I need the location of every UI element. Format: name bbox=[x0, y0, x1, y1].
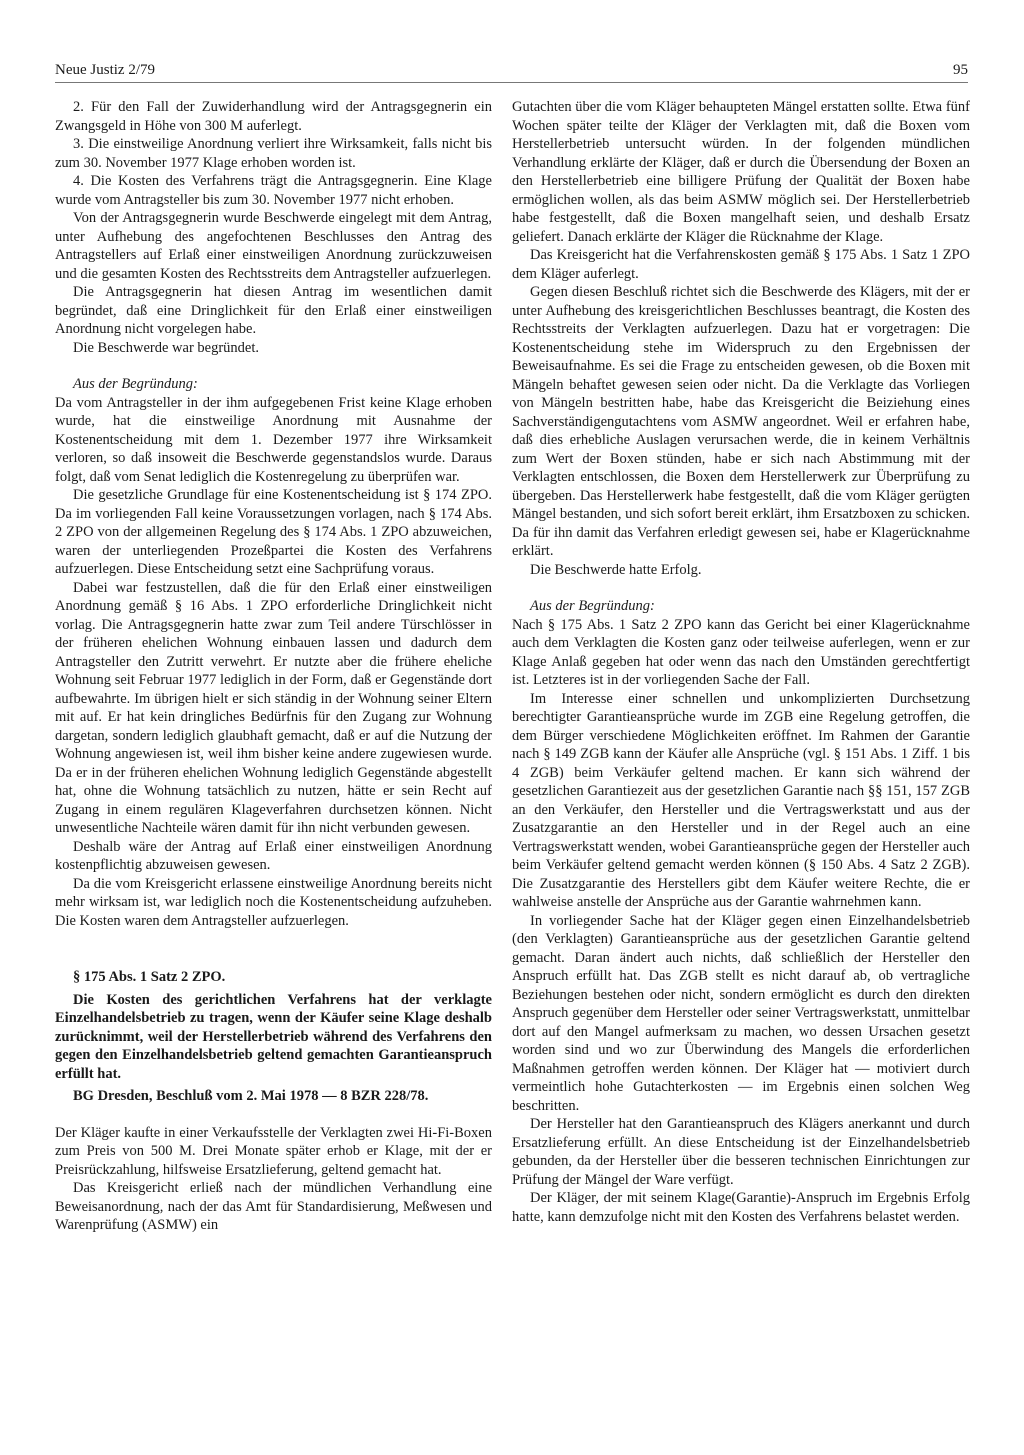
paragraph: 2. Für den Fall der Zuwiderhandlung wird der Antragsgegnerin ein Zwangsgeld in Höhe von 300 M auferlegt. bbox=[55, 99, 492, 134]
paragraph: Das Kreisgericht hat die Verfahrenskosten gemäß § 175 Abs. 1 Satz 1 ZPO dem Kläger auferlegt. bbox=[512, 247, 970, 282]
paragraph: Dabei war festzustellen, daß die für den Erlaß einer einstweiligen Anordnung gemäß § 16 Abs. 1 ZPO erforderliche Dringlichkeit nicht vorlag. Die Antragsgegnerin hatte zwar zum Teil andere Türschlösser in der früheren ehelichen Wohnung einbauen lassen und dadurch dem Antragsteller den Zutritt verwehrt. Er nutzte aber die frühere eheliche Wohnung seit Februar 1977 lediglich in der Form, daß er Gegenstände dort aufbewahrte. Im übrigen hielt er sich ständig in der Wohnung seiner Eltern mit auf. Er hat kein dringliches Bedürfnis für den Zugang zur Wohnung dargetan, sondern lediglich glaubhaft gemacht, daß er auf die Nutzung der Wohnung angewiesen ist, weil ihm bisher keine andere zugewiesen wurde. Da er in der früheren ehelichen Wohnung lediglich Gegenstände abgestellt hat, ohne die Wohnung tatsächlich zu nutzen, hätte er sein Recht auf Zugang in einem regulären Klageverfahren durchsetzen können. Nicht unwesentliche Nachteile wären damit für ihn nicht verbunden gewesen. bbox=[55, 579, 492, 836]
paragraph: Der Kläger kaufte in einer Verkaufsstelle der Verklagten zwei Hi-Fi-Boxen zum Preis von 500 M. Drei Monate später erhob er Klage, mit der er Preisrückzahlung, hilfsweise Ersatzlieferung, geltend gemacht hat. bbox=[55, 1124, 492, 1178]
reasoning-heading: Aus der Begründung: bbox=[73, 376, 198, 392]
paragraph: Deshalb wäre der Antrag auf Erlaß einer einstweiligen Anordnung kostenpflichtig abzuweisen gewesen. bbox=[55, 838, 492, 873]
paragraph: 3. Die einstweilige Anordnung verliert ihre Wirksamkeit, falls nicht bis zum 30. November 1977 Klage erhoben worden ist. bbox=[55, 136, 492, 171]
left-column bbox=[55, 98, 492, 1235]
paragraph: 4. Die Kosten des Verfahrens trägt die Antragsgegnerin. Eine Klage wurde vom Antragsteller bis zum 30. November 1977 nicht erhoben. bbox=[55, 173, 492, 208]
running-header bbox=[55, 62, 968, 83]
paragraph: Da vom Antragsteller in der ihm aufgegebenen Frist keine Klage erhoben wurde, hat die einstweilige Anordnung mit Ausnahme der Kostenentscheidung mit dem 1. Dezember 1977 ihre Wirksamkeit verloren, so daß insoweit die Beschwerde gegenstandslos wurde. Daraus folgt, daß vom Senat lediglich die Kostenregelung zu überprüfen war. bbox=[55, 394, 492, 485]
paragraph: Von der Antragsgegnerin wurde Beschwerde eingelegt mit dem Antrag, unter Aufhebung des angefochtenen Beschlusses den Antrag des Antragstellers auf Erlaß einer einstweiligen Anordnung zurückzuweisen und die gesamten Kosten des Rechtsstreits dem Antragsteller aufzuerlegen. bbox=[55, 210, 492, 282]
paragraph: Gutachten über die vom Kläger behaupteten Mängel erstatten sollte. Etwa fünf Wochen später teilte der Kläger der Verklagten mit, daß die Boxen vom Herstellerbetrieb untersucht würden. In der folgenden mündlichen Verhandlung erklärte der Kläger, daß er durch die Übersendung der Boxen an den Herstellerbetrieb eine billigere Prüfung der Qualität der Boxen habe ermöglichen wollen, als das beim ASMW möglich sei. Der Herstellerbetrieb habe festgestellt, daß die Boxen mangelhaft seien, und deshalb Ersatz geliefert. Danach erklärte der Kläger die Rücknahme der Klage. bbox=[512, 99, 970, 245]
paragraph: Im Interesse einer schnellen und unkomplizierten Durchsetzung berechtigter Garantieansprüche wurde im ZGB eine Regelung getroffen, die dem Bürger verschiedene Möglichkeiten eröffnet. Im Rahmen der Garantie nach § 149 ZGB kann der Käufer alle Ansprüche (vgl. § 151 Abs. 1 Ziff. 1 bis 4 ZGB) beim Verkäufer geltend machen. Er kann sich während der gesetzlichen Garantiezeit aus der gesetzlichen Garantie nach §§ 151, 157 ZGB an den Verkäufer, den Hersteller und die Vertragswerkstatt und aus der Zusatzgarantie an den Hersteller und in der Regel auch an eine Vertragswerkstatt wenden, wobei Garantieansprüche gegen der Hersteller auch beim Verkäufer geltend gemacht werden können (§ 150 Abs. 4 Satz 2 ZGB). Die Zusatzgarantie des Herstellers gibt dem Käufer weitere Rechte, die er wahlweise anstelle der Ansprüche aus der Garantie wahrnehmen kann. bbox=[512, 690, 970, 910]
paragraph: Die Antragsgegnerin hat diesen Antrag im wesentlichen damit begründet, daß eine Dringlichkeit für den Erlaß einer einstweiligen Anordnung nicht vorgelegen habe. bbox=[55, 284, 492, 337]
paragraph: Die Beschwerde war begründet. bbox=[73, 339, 260, 356]
journal-title: Neue Justiz 2/79 bbox=[55, 62, 155, 78]
paragraph: In vorliegender Sache hat der Kläger gegen einen Einzelhandelsbetrieb (den Verklagten) Garantieansprüche aus der gesetzlichen Garantie geltend gemacht. Daran ändert auch nichts, daß schließlich der Hersteller den Anspruch erfüllt hat. Das ZGB stellt es nicht darauf ab, ob vertragliche Beziehungen bestehen oder nicht, sondern ermöglicht es durch den direkten Anspruch gegenüber dem Hersteller oder seiner Vertragswerkstatt, unmittelbar dort auf den Mangel aufmerksam zu machen, wo dessen Ursachen gesetzt worden sind und wo zur Überwindung des Mangels die erforderlichen Maßnahmen getroffen werden können. Der Kläger hat — motiviert durch vermeintlich hohe Gutachterkosten — im Ergebnis einen solchen Weg beschritten. bbox=[512, 912, 970, 1114]
paragraph: Gegen diesen Beschluß richtet sich die Beschwerde des Klägers, mit der er unter Aufhebung des kreisgerichtlichen Beschlusses beantragt, die Kosten des Rechtsstreits der Verklagten aufzuerlegen. Dazu hat er vorgetragen: Die Kostenentscheidung stehe im Widerspruch zu den Ergebnissen der Beweisaufnahme. Es sei die Frage zu entscheiden gewesen, ob die Boxen mit Mängeln behaftet gewesen seien oder nicht. Da die Verklagte das Vorliegen von Mängeln bestritten habe, habe das Kreisgericht die Beiziehung eines Sachverständigengutachtens vom ASMW angeordnet. Weil er erfahren habe, daß dies erhebliche Auslagen verursachen werde, die in keinem Verhältnis zum Wert der Boxen stünden, habe er sich nach Abstimmung mit der Verklagten entschlossen, die Boxen dem Herstellerwerk zur Überprüfung zu übergeben. Das Herstellerwerk habe festgestellt, daß die vom Kläger gerügten Mängel bestanden, und sich sofort bereit erklärt, ihm Ersatzboxen zu schicken. Da für ihn damit das Verfahren erledigt gewesen sei, habe er Klagerücknahme erklärt. bbox=[512, 284, 970, 559]
right-column bbox=[512, 98, 970, 1226]
law-reference: § 175 Abs. 1 Satz 2 ZPO. bbox=[73, 969, 226, 985]
paragraph: Da die vom Kreisgericht erlassene einstweilige Anordnung bereits nicht mehr wirksam ist, war lediglich noch die Kostenentscheidung aufzuheben. Die Kosten waren dem Antragsteller aufzuerlegen. bbox=[55, 875, 492, 929]
court-citation: BG Dresden, Beschluß vom 2. Mai 1978 — 8 BZR 228/78. bbox=[73, 1088, 429, 1104]
paragraph: Die Beschwerde hatte Erfolg. bbox=[530, 561, 702, 578]
paragraph: Die gesetzliche Grundlage für eine Kostenentscheidung ist § 174 ZPO. Da im vorliegenden Fall keine Voraussetzungen vorlagen, nach § 174 Abs. 2 ZPO von der allgemeinen Regelung des § 174 Abs. 1 ZPO abzuweichen, waren der unterliegenden Prozeßpartei die Kosten des Verfahrens aufzuerlegen. Diese Entscheidung setzt eine Sachprüfung voraus. bbox=[55, 487, 492, 577]
paragraph: Das Kreisgericht erließ nach der mündlichen Verhandlung eine Beweisanordnung, nach der das Amt für Standardisierung, Meßwesen und Warenprüfung (ASMW) ein bbox=[55, 1180, 492, 1233]
paragraph: Der Hersteller hat den Garantieanspruch des Klägers anerkannt und durch Ersatzlieferung erfüllt. An diese Entscheidung ist der Einzelhandelsbetrieb gebunden, da der Hersteller über die besseren technischen Einrichtungen zur Prüfung der Mängel der Ware verfügt. bbox=[512, 1116, 970, 1188]
headnote: Die Kosten des gerichtlichen Verfahrens hat der verklagte Einzelhandelsbetrieb zu tragen, wenn der Käufer seine Klage deshalb zurücknimmt, weil der Herstellerbetrieb während des Verfahrens den gegen den Einzelhandelsbetrieb geltend gemachten Garantieanspruch erfüllt hat. bbox=[55, 991, 492, 1082]
paragraph: Nach § 175 Abs. 1 Satz 2 ZPO kann das Gericht bei einer Klagerücknahme auch dem Verklagten die Kosten ganz oder teilweise auferlegen, wenn er zur Klage Anlaß gegeben hat oder wenn das nach den Umständen gerechtfertigt ist. Letzteres ist in der vorliegenden Sache der Fall. bbox=[512, 616, 970, 688]
paragraph: Der Kläger, der mit seinem Klage(Garantie)-Anspruch im Ergebnis Erfolg hatte, kann demzufolge nicht mit den Kosten des Verfahrens belastet werden. bbox=[512, 1190, 970, 1225]
page-number: 95 bbox=[953, 62, 968, 78]
reasoning-heading: Aus der Begründung: bbox=[530, 598, 655, 614]
